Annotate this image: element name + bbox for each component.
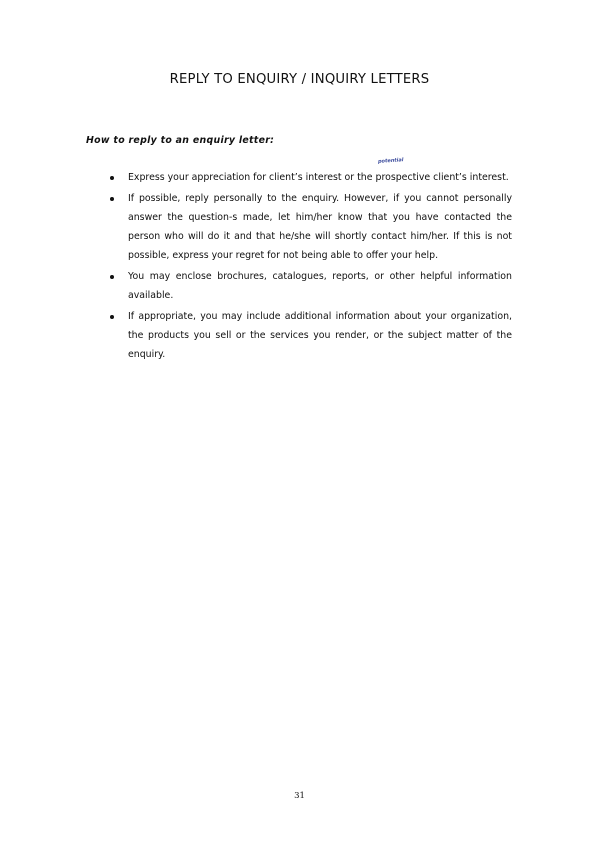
bullet-list xyxy=(108,157,512,366)
bullet-icon xyxy=(110,197,114,201)
section-subheading: How to reply to an enquiry letter: xyxy=(86,135,275,146)
list-item xyxy=(108,189,512,265)
list-item-text-before: Express your appreciation for client’s interest or the xyxy=(128,172,376,183)
page-number: 31 xyxy=(294,791,305,801)
list-item-text: If possible, reply personally to the enquiry. However, if you cannot personally answer the question-s made, let him/her know that you have contacted the person who will do it and that he/she will shortly contact him/her. If this is not possible, express your regret for not being able to offer your help. xyxy=(128,193,512,261)
page-title: REPLY TO ENQUIRY / INQUIRY LETTERS xyxy=(169,72,430,87)
list-item-text: If appropriate, you may include additional information about your organization, the products you sell or the services you render, or the subject matter of the enquiry. xyxy=(128,311,512,360)
list-item xyxy=(108,307,512,364)
bullet-icon xyxy=(110,275,114,279)
list-item xyxy=(108,267,512,305)
annotated-word: prospective xyxy=(375,172,431,183)
list-item-text: You may enclose brochures, catalogues, reports, or other helpful information available. xyxy=(128,271,512,301)
bullet-icon xyxy=(110,176,114,180)
list-item-text-after: client’s interest. xyxy=(430,172,509,183)
handwritten-annotation: potential xyxy=(377,157,404,165)
annotated-word-wrap xyxy=(375,157,431,187)
list-item xyxy=(108,157,512,187)
bullet-icon xyxy=(110,315,114,319)
list-item-text xyxy=(128,157,512,187)
